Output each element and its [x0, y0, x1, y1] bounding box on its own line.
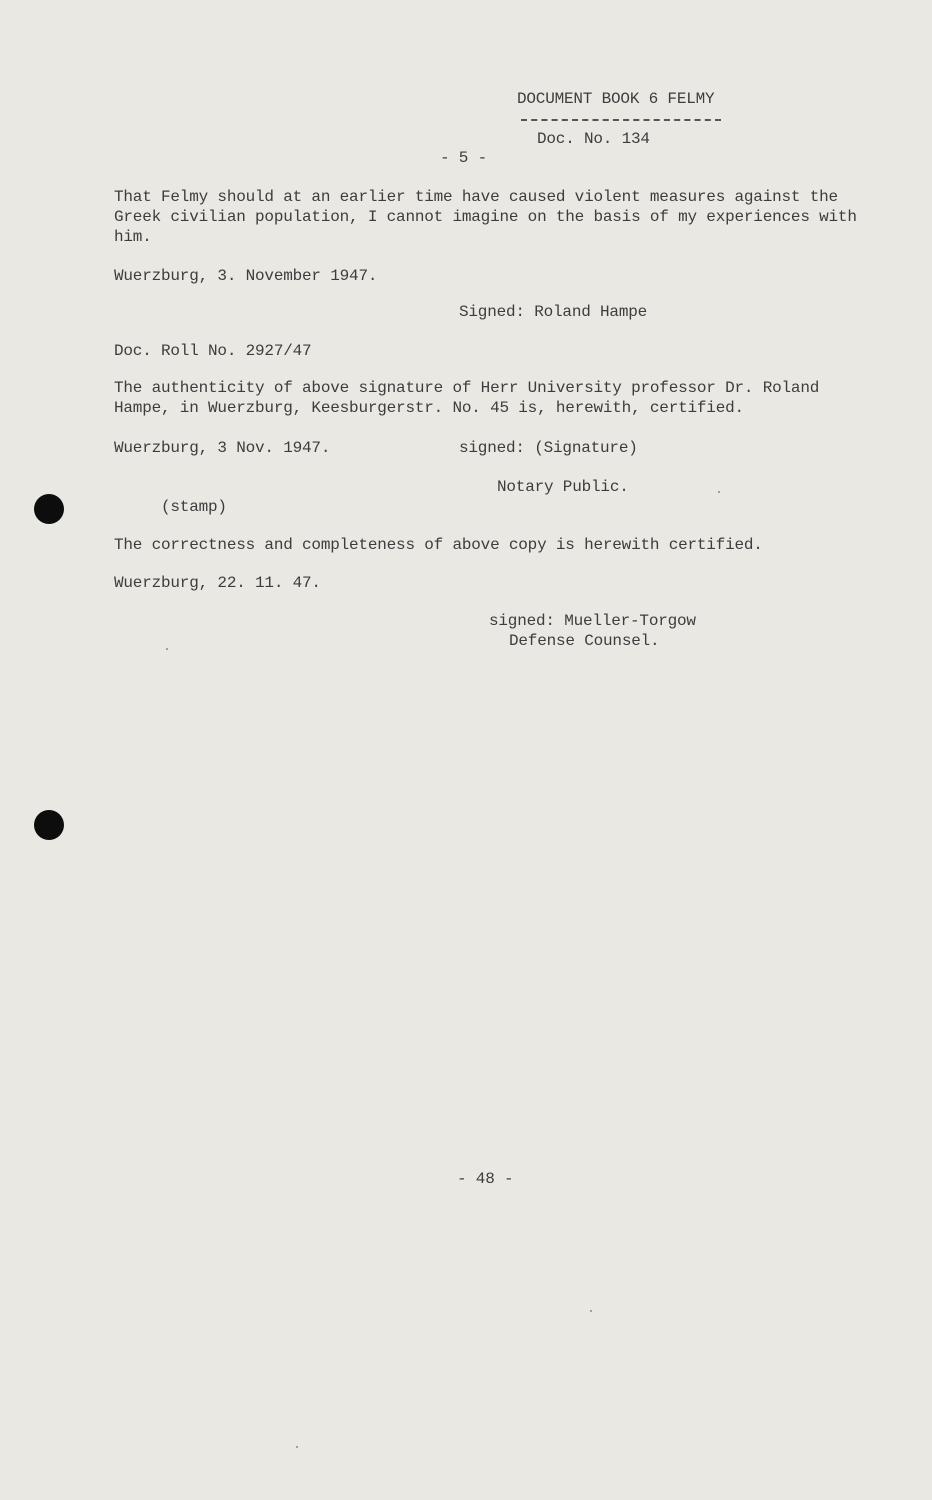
paragraph-1-line-3: him. [114, 228, 152, 246]
defense-counsel: Defense Counsel. [509, 632, 660, 650]
paragraph-1-line-2: Greek civilian population, I cannot imagine on the basis of my experiences with [114, 208, 857, 226]
stamp-note: (stamp) [161, 498, 227, 516]
punch-hole-bottom [34, 810, 64, 840]
punch-hole-top [34, 494, 64, 524]
paragraph-2-line-1: The authenticity of above signature of Herr University professor Dr. Roland [114, 379, 820, 397]
signed-hampe: Signed: Roland Hampe [459, 303, 648, 321]
page-marker: - 5 - [440, 149, 488, 167]
paper-speck [590, 1310, 592, 1312]
roll-number: Doc. Roll No. 2927/47 [114, 342, 312, 360]
date-3: Wuerzburg, 22. 11. 47. [114, 574, 321, 592]
document-book-title: DOCUMENT BOOK 6 FELMY [517, 90, 715, 108]
paper-speck [296, 1446, 298, 1448]
doc-number: Doc. No. 134 [537, 130, 650, 148]
paragraph-2-line-2: Hampe, in Wuerzburg, Keesburgerstr. No. 45 is, herewith, certified. [114, 399, 744, 417]
signed-counsel: signed: Mueller-Torgow [489, 612, 696, 630]
paper-speck [718, 491, 720, 493]
title-underline [521, 119, 721, 121]
date-1: Wuerzburg, 3. November 1947. [114, 267, 378, 285]
signed-notary: signed: (Signature) [459, 439, 638, 457]
notary-public: Notary Public. [497, 478, 629, 496]
paper-speck [166, 648, 168, 650]
paragraph-1-line-1: That Felmy should at an earlier time have caused violent measures against the [114, 188, 838, 206]
date-2: Wuerzburg, 3 Nov. 1947. [114, 439, 331, 457]
certification-line: The correctness and completeness of above copy is herewith certified. [114, 536, 763, 554]
page-number: - 48 - [457, 1170, 514, 1188]
